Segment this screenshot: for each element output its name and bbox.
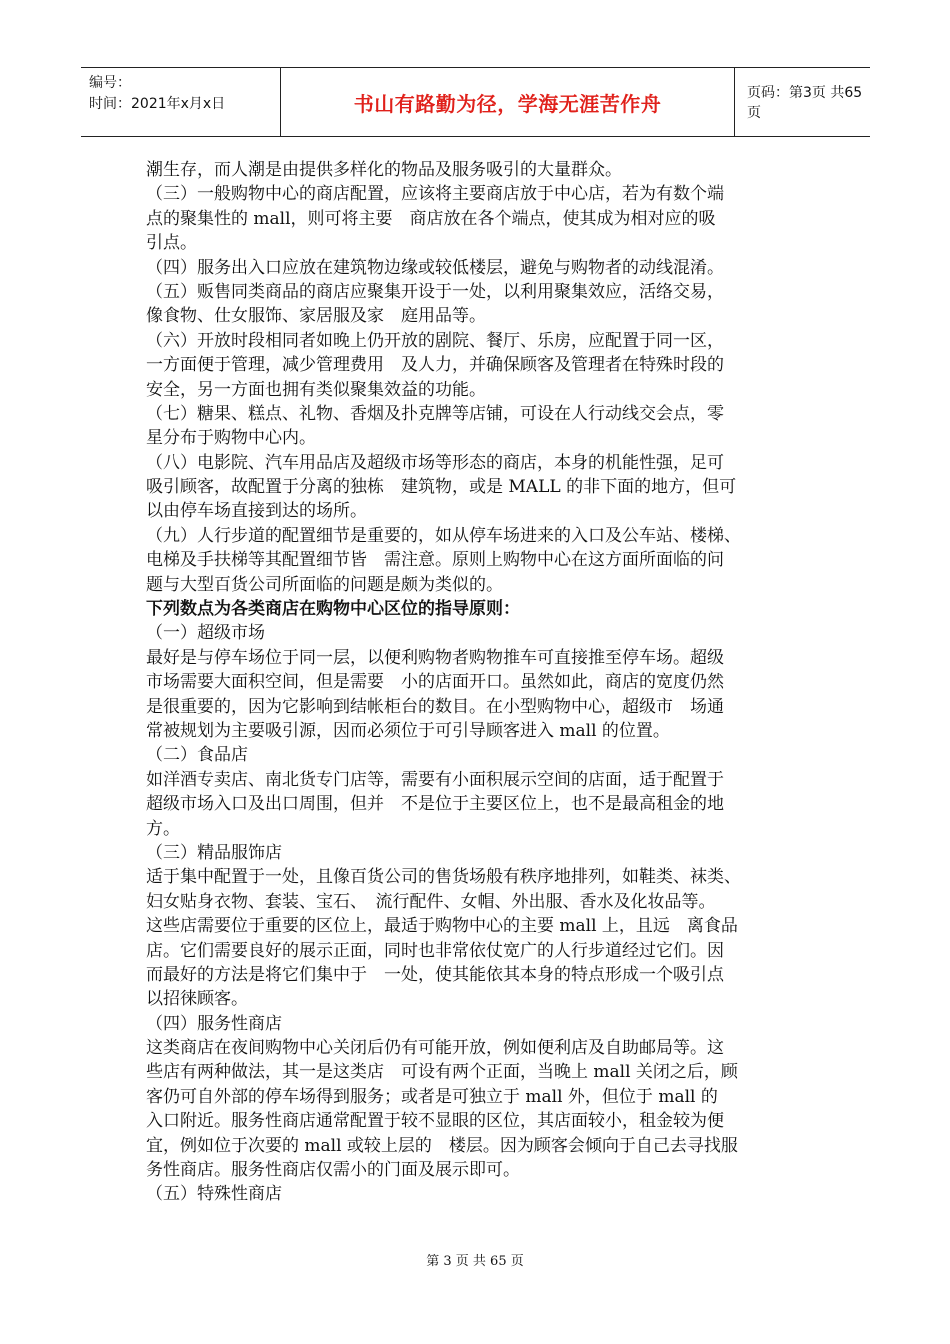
- body-line: （五）特殊性商店: [146, 1184, 282, 1205]
- body-line: 这些店需要位于重要的区位上，最适于购物中心的主要 mall 上，且远 离食品: [146, 916, 738, 937]
- header-meta: [81, 68, 281, 136]
- body-line: 入口附近。服务性商店通常配置于较不显眼的区位，其店面较小，租金较为便: [146, 1111, 724, 1132]
- document-body: [146, 158, 826, 1207]
- body-line: （四）服务出入口应放在建筑物边缘或较低楼层，避免与购物者的动线混淆。: [146, 257, 724, 278]
- header-page-info: 页码：第3页 共65页: [747, 85, 863, 121]
- body-line: 像食物、仕女服饰、家居服及家 庭用品等。: [146, 306, 486, 327]
- body-line: （四）服务性商店: [146, 1013, 282, 1034]
- body-line: （一）超级市场: [146, 623, 265, 644]
- body-line: 一方面便于管理，减少管理费用 及人力，并确保顾客及管理者在特殊时段的: [146, 355, 724, 376]
- body-line: 而最好的方法是将它们集中于 一处，使其能依其本身的特点形成一个吸引点: [146, 964, 724, 985]
- body-line: 市场需要大面积空间，但是需要 小的店面开口。虽然如此，商店的宽度仍然: [146, 672, 724, 693]
- body-line: 妇女贴身衣物、套装、宝石、 流行配件、女帽、外出服、香水及化妆品等。: [146, 891, 716, 912]
- body-line: 是很重要的，因为它影响到结帐柜台的数目。在小型购物中心，超级市 场通: [146, 696, 724, 717]
- body-line: 最好是与停车场位于同一层，以便利购物者购物推车可直接推至停车场。超级: [146, 647, 724, 668]
- page-footer: 第 3 页 共 65 页: [426, 1254, 524, 1269]
- body-line: （六）开放时段相同者如晚上仍开放的剧院、餐厅、乐房，应配置于同一区，: [146, 330, 724, 351]
- document-number-label: 编号：: [89, 75, 131, 91]
- document-time-label: 时间：2021年x月x日: [89, 96, 226, 112]
- body-line: 题与大型百货公司所面临的问题是颇为类似的。: [146, 574, 503, 595]
- body-line: 引点。: [146, 233, 197, 254]
- header-motto-cell: [281, 68, 735, 136]
- body-line: （五）贩售同类商品的商店应聚集开设于一处，以利用聚集效应，活络交易，: [146, 281, 724, 302]
- body-line: 点的聚集性的 mall，则可将主要 商店放在各个端点，使其成为相对应的吸: [146, 208, 716, 229]
- body-line: （九）人行步道的配置细节是重要的，如从停车场进来的入口及公车站、楼梯、: [146, 525, 741, 546]
- header-motto: 书山有路勤为径，学海无涯苦作舟: [353, 91, 662, 116]
- body-line: （七）糖果、糕点、礼物、香烟及扑克牌等店铺，可设在人行动线交会点，零: [146, 403, 724, 424]
- body-line: 安全，另一方面也拥有类似聚集效益的功能。: [146, 379, 486, 400]
- body-line: 些店有两种做法，其一是这类店 可设有两个正面，当晚上 mall 关闭之后，顾: [146, 1062, 738, 1083]
- body-line: （二）食品店: [146, 745, 248, 766]
- body-line: 电梯及手扶梯等其配置细节皆 需注意。原则上购物中心在这方面所面临的问: [146, 550, 724, 571]
- body-line: 务性商店。服务性商店仅需小的门面及展示即可。: [146, 1160, 520, 1181]
- body-line: 超级市场入口及出口周围，但并 不是位于主要区位上，也不是最高租金的地: [146, 794, 724, 815]
- body-line: 以由停车场直接到达的场所。: [146, 501, 367, 522]
- body-line: 以招徕顾客。: [146, 989, 248, 1010]
- body-line: 客仍可自外部的停车场得到服务；或者是可独立于 mall 外，但位于 mall 的: [146, 1086, 718, 1107]
- body-line: 宜，例如位于次要的 mall 或较上层的 楼层。因为顾客会倾向于自己去寻找服: [146, 1135, 738, 1156]
- body-line: 适于集中配置于一处，且像百货公司的售货场般有秩序地排列，如鞋类、袜类、: [146, 867, 741, 888]
- body-line: 方。: [146, 818, 180, 839]
- body-line: 潮生存，而人潮是由提供多样化的物品及服务吸引的大量群众。: [146, 160, 622, 180]
- page-header: [81, 67, 870, 137]
- body-line: 吸引顾客，故配置于分离的独栋 建筑物，或是 MALL 的非下面的地方，但可: [146, 477, 737, 498]
- section-heading: 下列数点为各类商店在购物中心区位的指导原则：: [146, 599, 520, 620]
- body-line: （三）精品服饰店: [146, 842, 282, 863]
- body-line: 常被规划为主要吸引源，因而必须位于可引导顾客进入 mall 的位置。: [146, 720, 670, 741]
- body-line: （三）一般购物中心的商店配置，应该将主要商店放于中心店，若为有数个端: [146, 184, 724, 205]
- body-line: 这类商店在夜间购物中心关闭后仍有可能开放，例如便利店及自助邮局等。这: [146, 1038, 724, 1059]
- body-line: 星分布于购物中心内。: [146, 428, 316, 449]
- body-line: 店。它们需要良好的展示正面，同时也非常依仗宽广的人行步道经过它们。因: [146, 940, 724, 961]
- body-line: 如洋酒专卖店、南北货专门店等，需要有小面积展示空间的店面，适于配置于: [146, 769, 724, 790]
- body-line: （八）电影院、汽车用品店及超级市场等形态的商店，本身的机能性强，足可: [146, 452, 724, 473]
